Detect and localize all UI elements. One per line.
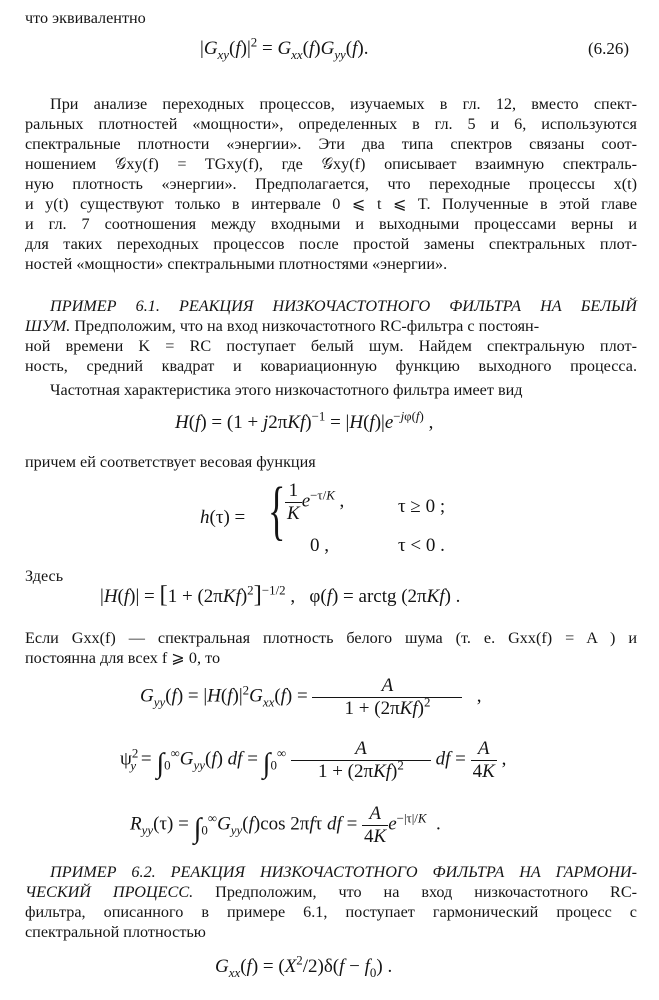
example-line: ность, средний квадрат и ковариационную функцию выходного процесса. <box>25 357 637 375</box>
paragraph-line: и гл. 7 соотношения между входными и выходными процессами верны и <box>25 215 637 233</box>
weight-function-lhs: h(τ) = <box>200 507 246 528</box>
paragraph-line: ностей «мощности» спектральными плотностями «энергии». <box>25 255 448 273</box>
here-label: Здесь <box>25 567 64 585</box>
example-line <box>25 316 637 336</box>
example-heading: ПРИМЕР 6.1. РЕАКЦИЯ НИЗКОЧАСТОТНОГО ФИЛЬТРА НА БЕЛЫЙ <box>50 297 637 315</box>
equation-mean-square: $\psi^2_y = \int_0^\infty G_{yy}(f)$ df = $\int_0^\infty$ $\frac{A}{1 + (2\pi Kf)^2}$ df = $\frac{A}{4K}$ , <box>120 738 507 782</box>
paragraph-line: спектральные плотности «энергии». Эти два типа спектров связаны соот- <box>25 135 637 153</box>
paragraph-line: ношением 𝒢xy(f) = TGxy(f), где 𝒢xy(f) описывает взаимную спектраль- <box>25 155 637 173</box>
brace-symbol: { <box>268 474 286 547</box>
paragraph-line: При анализе переходных процессов, изучаемых в гл. 12, вместо спект- <box>50 95 637 113</box>
equation-autocorrelation: $R_{yy}(\tau) = \int_0^\infty G_{yy}(f)\cos$ 2πfτ df = $\frac{A}{4K}$ $e^{-|\tau|/K}$ . <box>130 803 441 847</box>
example-line: спектральной плотностью <box>25 923 206 941</box>
example-line <box>25 882 637 902</box>
paragraph-line: ральных плотностей «мощности», определенных в гл. 5 и 6, используются <box>25 115 637 133</box>
white-noise-line: Если Gxx(f) — спектральная плотность белого шума (т. е. Gxx(f) = A ) и <box>25 629 637 647</box>
paragraph-line: и y(t) существуют только в интервале 0 ⩽ t ⩽ T. Полученные в этой главе <box>25 195 637 213</box>
weight-cond-1: τ ≥ 0 ; <box>398 496 446 517</box>
equation-number: (6.26) <box>588 39 630 58</box>
example-line: фильтра, описанного в примере 6.1, поступает гармонический процесс с <box>25 903 637 921</box>
equation-harmonic-spectrum: $G_{xx}(f) = (X^2/2)\delta(f - f_0)$ . <box>215 952 393 980</box>
weight-cond-2: τ < 0 . <box>398 535 445 556</box>
paragraph-line: ную плотность «энергии». Предполагается, что переходные процессы x(t) <box>25 175 637 193</box>
example-text: Предположим, что на вход низкочастотного RC-фильтра с постоян- <box>74 317 540 335</box>
equation-frequency-response: $H(f) = (1 + j2\pi Kf)^{-1} = |H(f)|e^{-j\varphi(f)}$ , <box>175 408 434 433</box>
weight-case-1: $\frac{1}{K}$ $e^{-\tau/K}$ , <box>287 480 345 524</box>
weight-case-2: 0 , <box>310 535 329 556</box>
equation-output-spectrum: $G_{yy}(f) = |H(f)|^2G_{xx}(f)$ = $\frac{A}{1 + (2\pi Kf)^2}$ , <box>140 675 482 719</box>
equation-magnitude-phase: $|H(f)| = [1 + (2\pi Kf)^2]^{-1/2}$ , φ(f) = arctg (2πKf) . <box>100 581 461 608</box>
example-line: Частотная характеристика этого низкочастотного фильтра имеет вид <box>50 381 523 399</box>
example-heading: ПРИМЕР 6.2. РЕАКЦИЯ НИЗКОЧАСТОТНОГО ФИЛЬТРА НА ГАРМОНИ- <box>50 863 637 881</box>
weight-intro: причем ей соответствует весовая функция <box>25 453 316 471</box>
intro-text: что эквивалентно <box>25 9 146 27</box>
paragraph-line: для таких переходных процессов после простой замены спектральных плот- <box>25 235 637 253</box>
example-heading-continued: ЧЕСКИЙ ПРОЦЕСС. <box>25 883 194 901</box>
example-text: Предположим, что на вход низкочастотного RC- <box>215 883 638 901</box>
example-heading-continued: ШУМ. <box>25 317 71 335</box>
example-line: ной времени K = RC поступает белый шум. Найдем спектральную плот- <box>25 337 637 355</box>
white-noise-line: постоянна для всех f ⩾ 0, то <box>25 649 221 667</box>
equation-6-26: $|G_{xy}(f)|^2 = G_{xx}(f)G_{yy}(f)$. <box>200 34 369 62</box>
